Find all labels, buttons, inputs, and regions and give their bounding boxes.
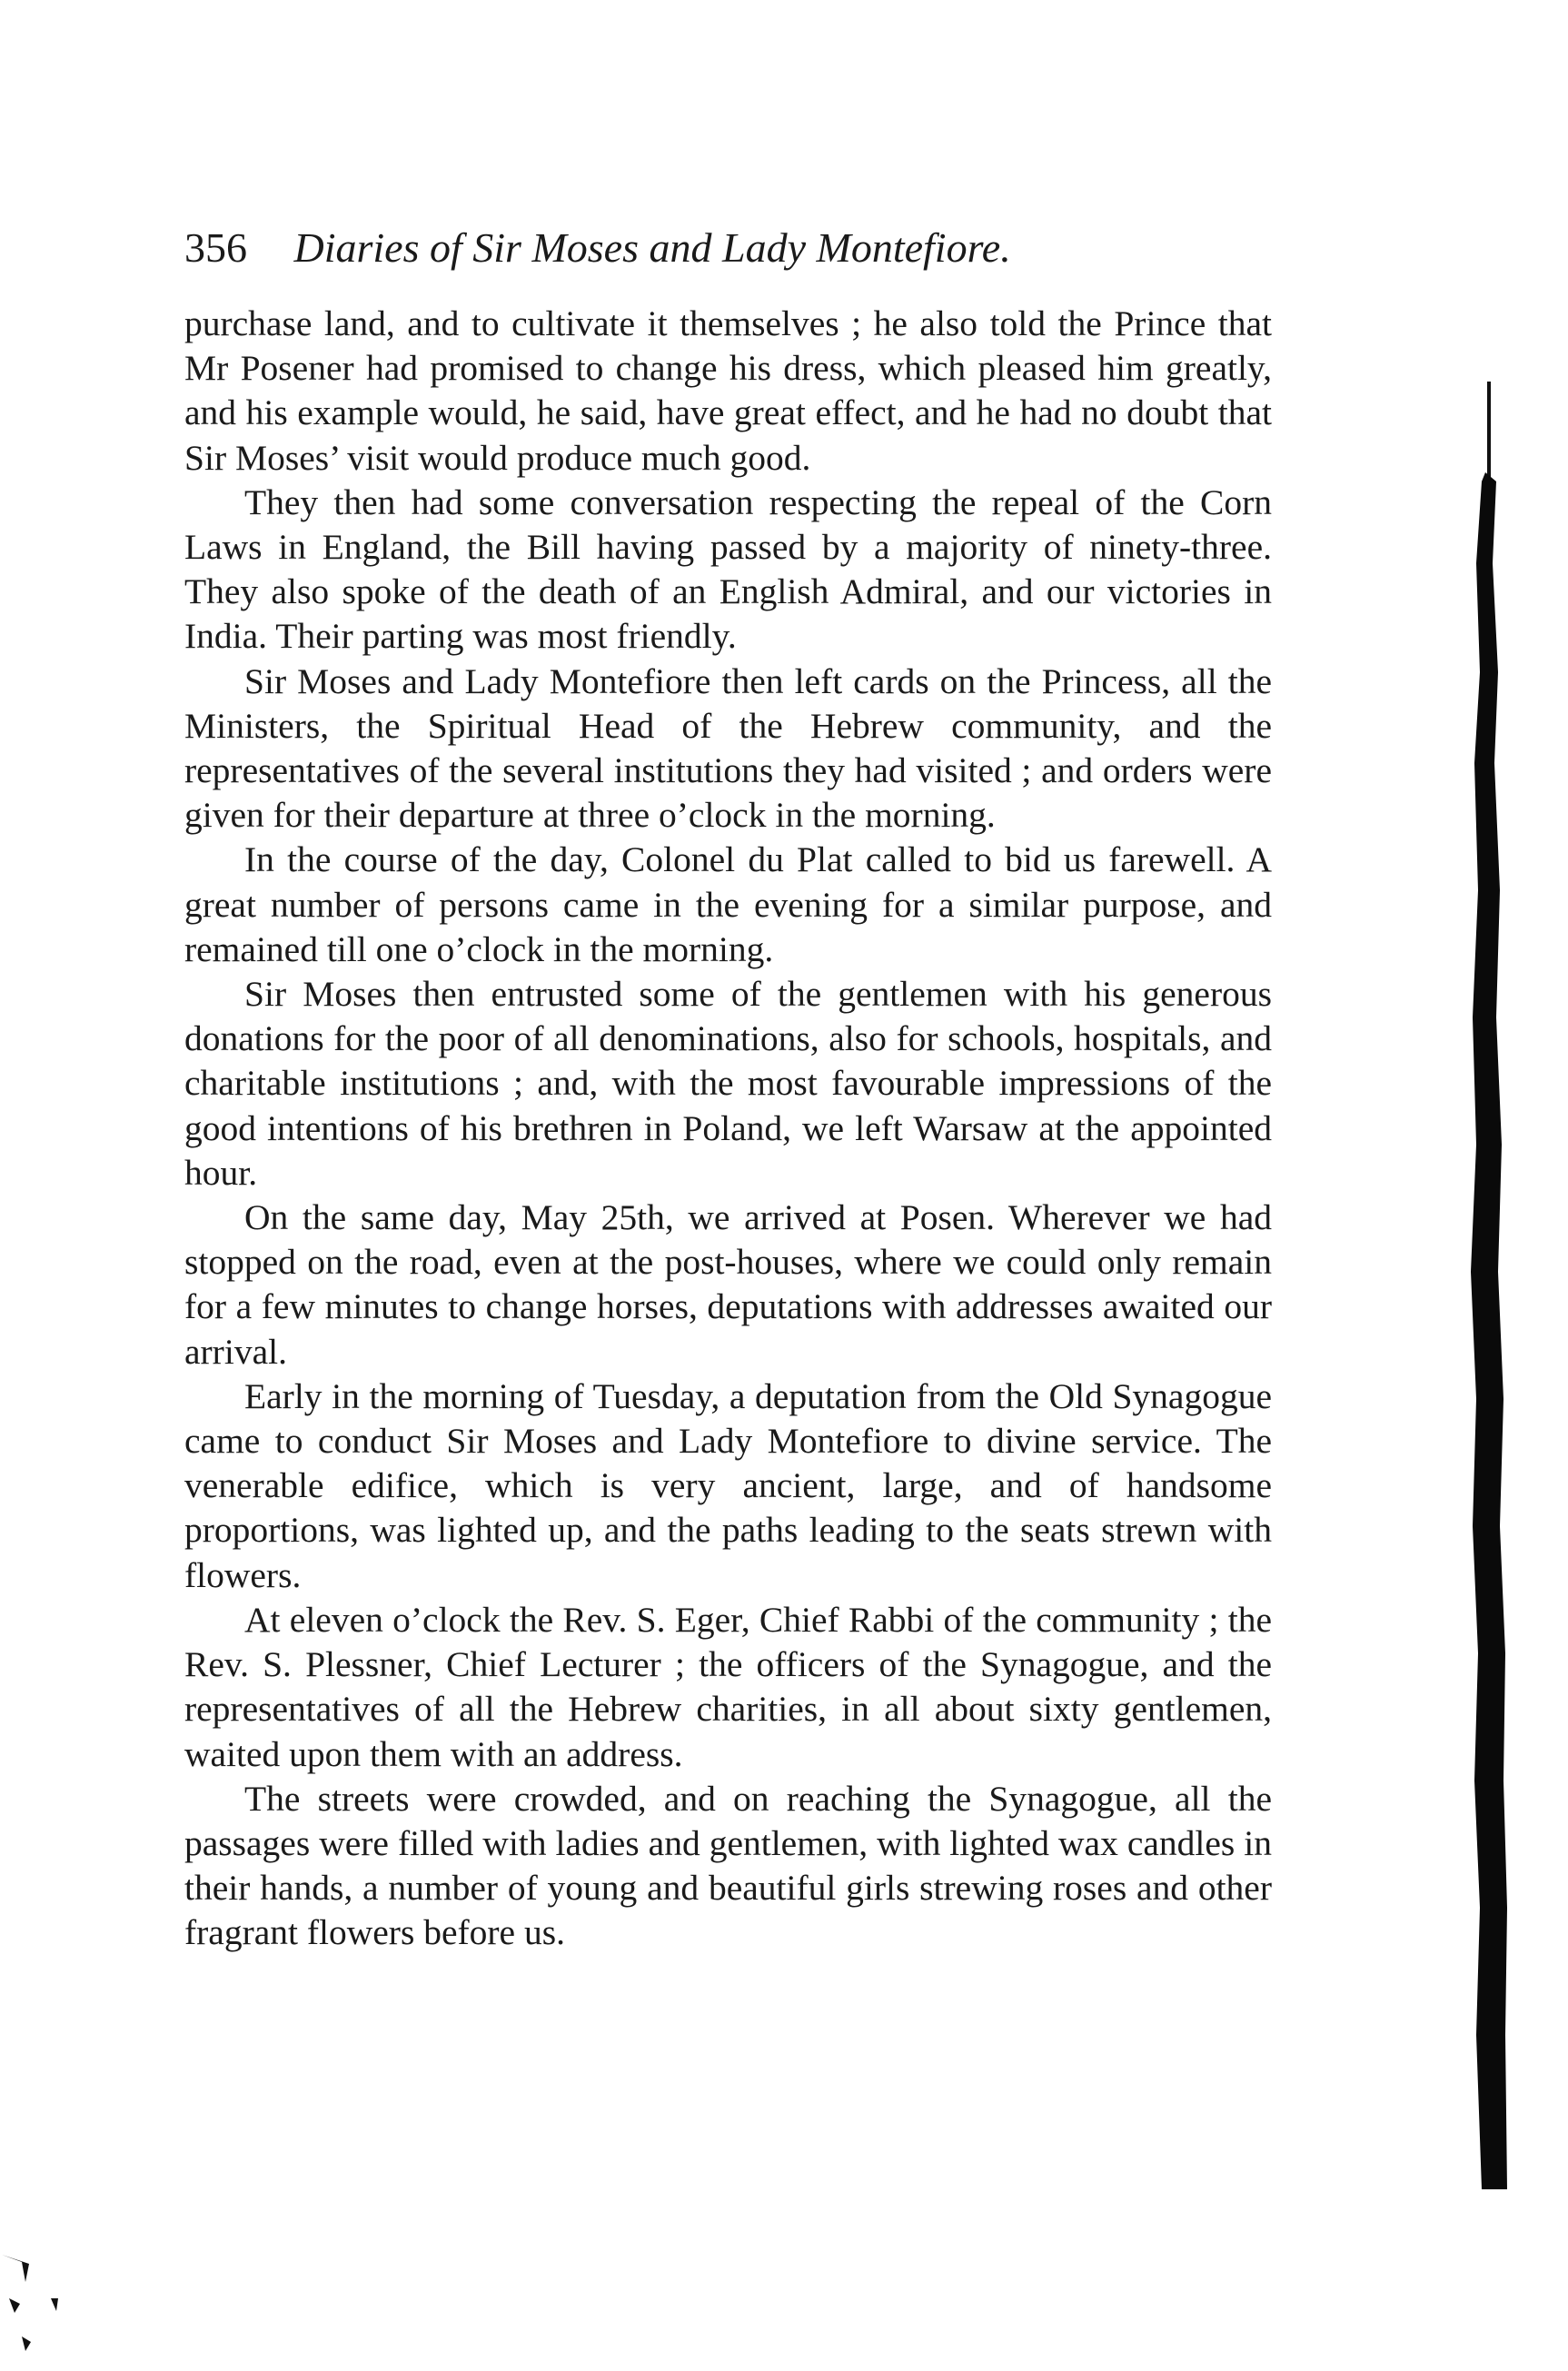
paragraph: Sir Moses then entrusted some of the gentlemen with his generous donations for the poor of all denominations, also for schools, hospitals, and charitable institutions ; and, with the most favourable impressions of the good intentions of his brethren in Poland, we left Warsaw at the appointed hour.: [184, 974, 1272, 1193]
scan-corner-marks: [0, 2253, 100, 2371]
paragraph: In the course of the day, Colonel du Plat called to bid us farewell. A great number of persons came in the evening for a similar purpose, and remained till one o’clock in the morning.: [184, 839, 1272, 969]
paragraph: They then had some conversation respecting the repeal of the Corn Laws in England, the Bill having passed by a majority of ninety-three. They also spoke of the death of an English Admiral, and our victories in India. Their parting was most friendly.: [184, 481, 1272, 657]
paragraph: The streets were crowded, and on reaching the Synagogue, all the passages were filled with ladies and gentlemen, with lighted wax candles in their hands, a number of young and beautiful girls strewing roses and other fragrant flowers before us.: [184, 1778, 1272, 1953]
paragraph-continued: purchase land, and to cultivate it themselves ; he also told the Prince that Mr Posener had promised to change his dress, which pleased him greatly, and his example would, he said, have great effect, and he had no doubt that Sir Moses’ visit would produce much good.: [184, 303, 1272, 478]
page-number: 356: [184, 224, 247, 271]
scan-gutter-shadow: [1440, 382, 1513, 2189]
paragraph: Early in the morning of Tuesday, a deputation from the Old Synagogue came to conduct Sir Moses and Lady Montefiore to divine service. The venerable edifice, which is very ancient, large, and of handsome proportions, was lighted up, and the paths leading to the seats strewn with flowers.: [184, 1375, 1272, 1595]
paragraph: At eleven o’clock the Rev. S. Eger, Chief Rabbi of the community ; the Rev. S. Plessner, Chief Lecturer ; the officers of the Synagogue, and the representatives of all the Hebrew charities, in all about sixty gentlemen, waited upon them with an address.: [184, 1599, 1272, 1774]
body-text: [184, 302, 1272, 1956]
running-head-title: Diaries of Sir Moses and Lady Montefiore.: [293, 224, 1011, 271]
paragraph: On the same day, May 25th, we arrived at Posen. Wherever we had stopped on the road, even at the post-houses, where we could only remain for a few minutes to change horses, deputations with addresses awaited our arrival.: [184, 1197, 1272, 1372]
running-head: [184, 216, 1275, 280]
paragraph: Sir Moses and Lady Montefiore then left cards on the Princess, all the Ministers, the Spiritual Head of the Hebrew community, and the representatives of the several institutions they had visited ; and orders were given for their departure at three o’clock in the morning.: [184, 660, 1272, 836]
